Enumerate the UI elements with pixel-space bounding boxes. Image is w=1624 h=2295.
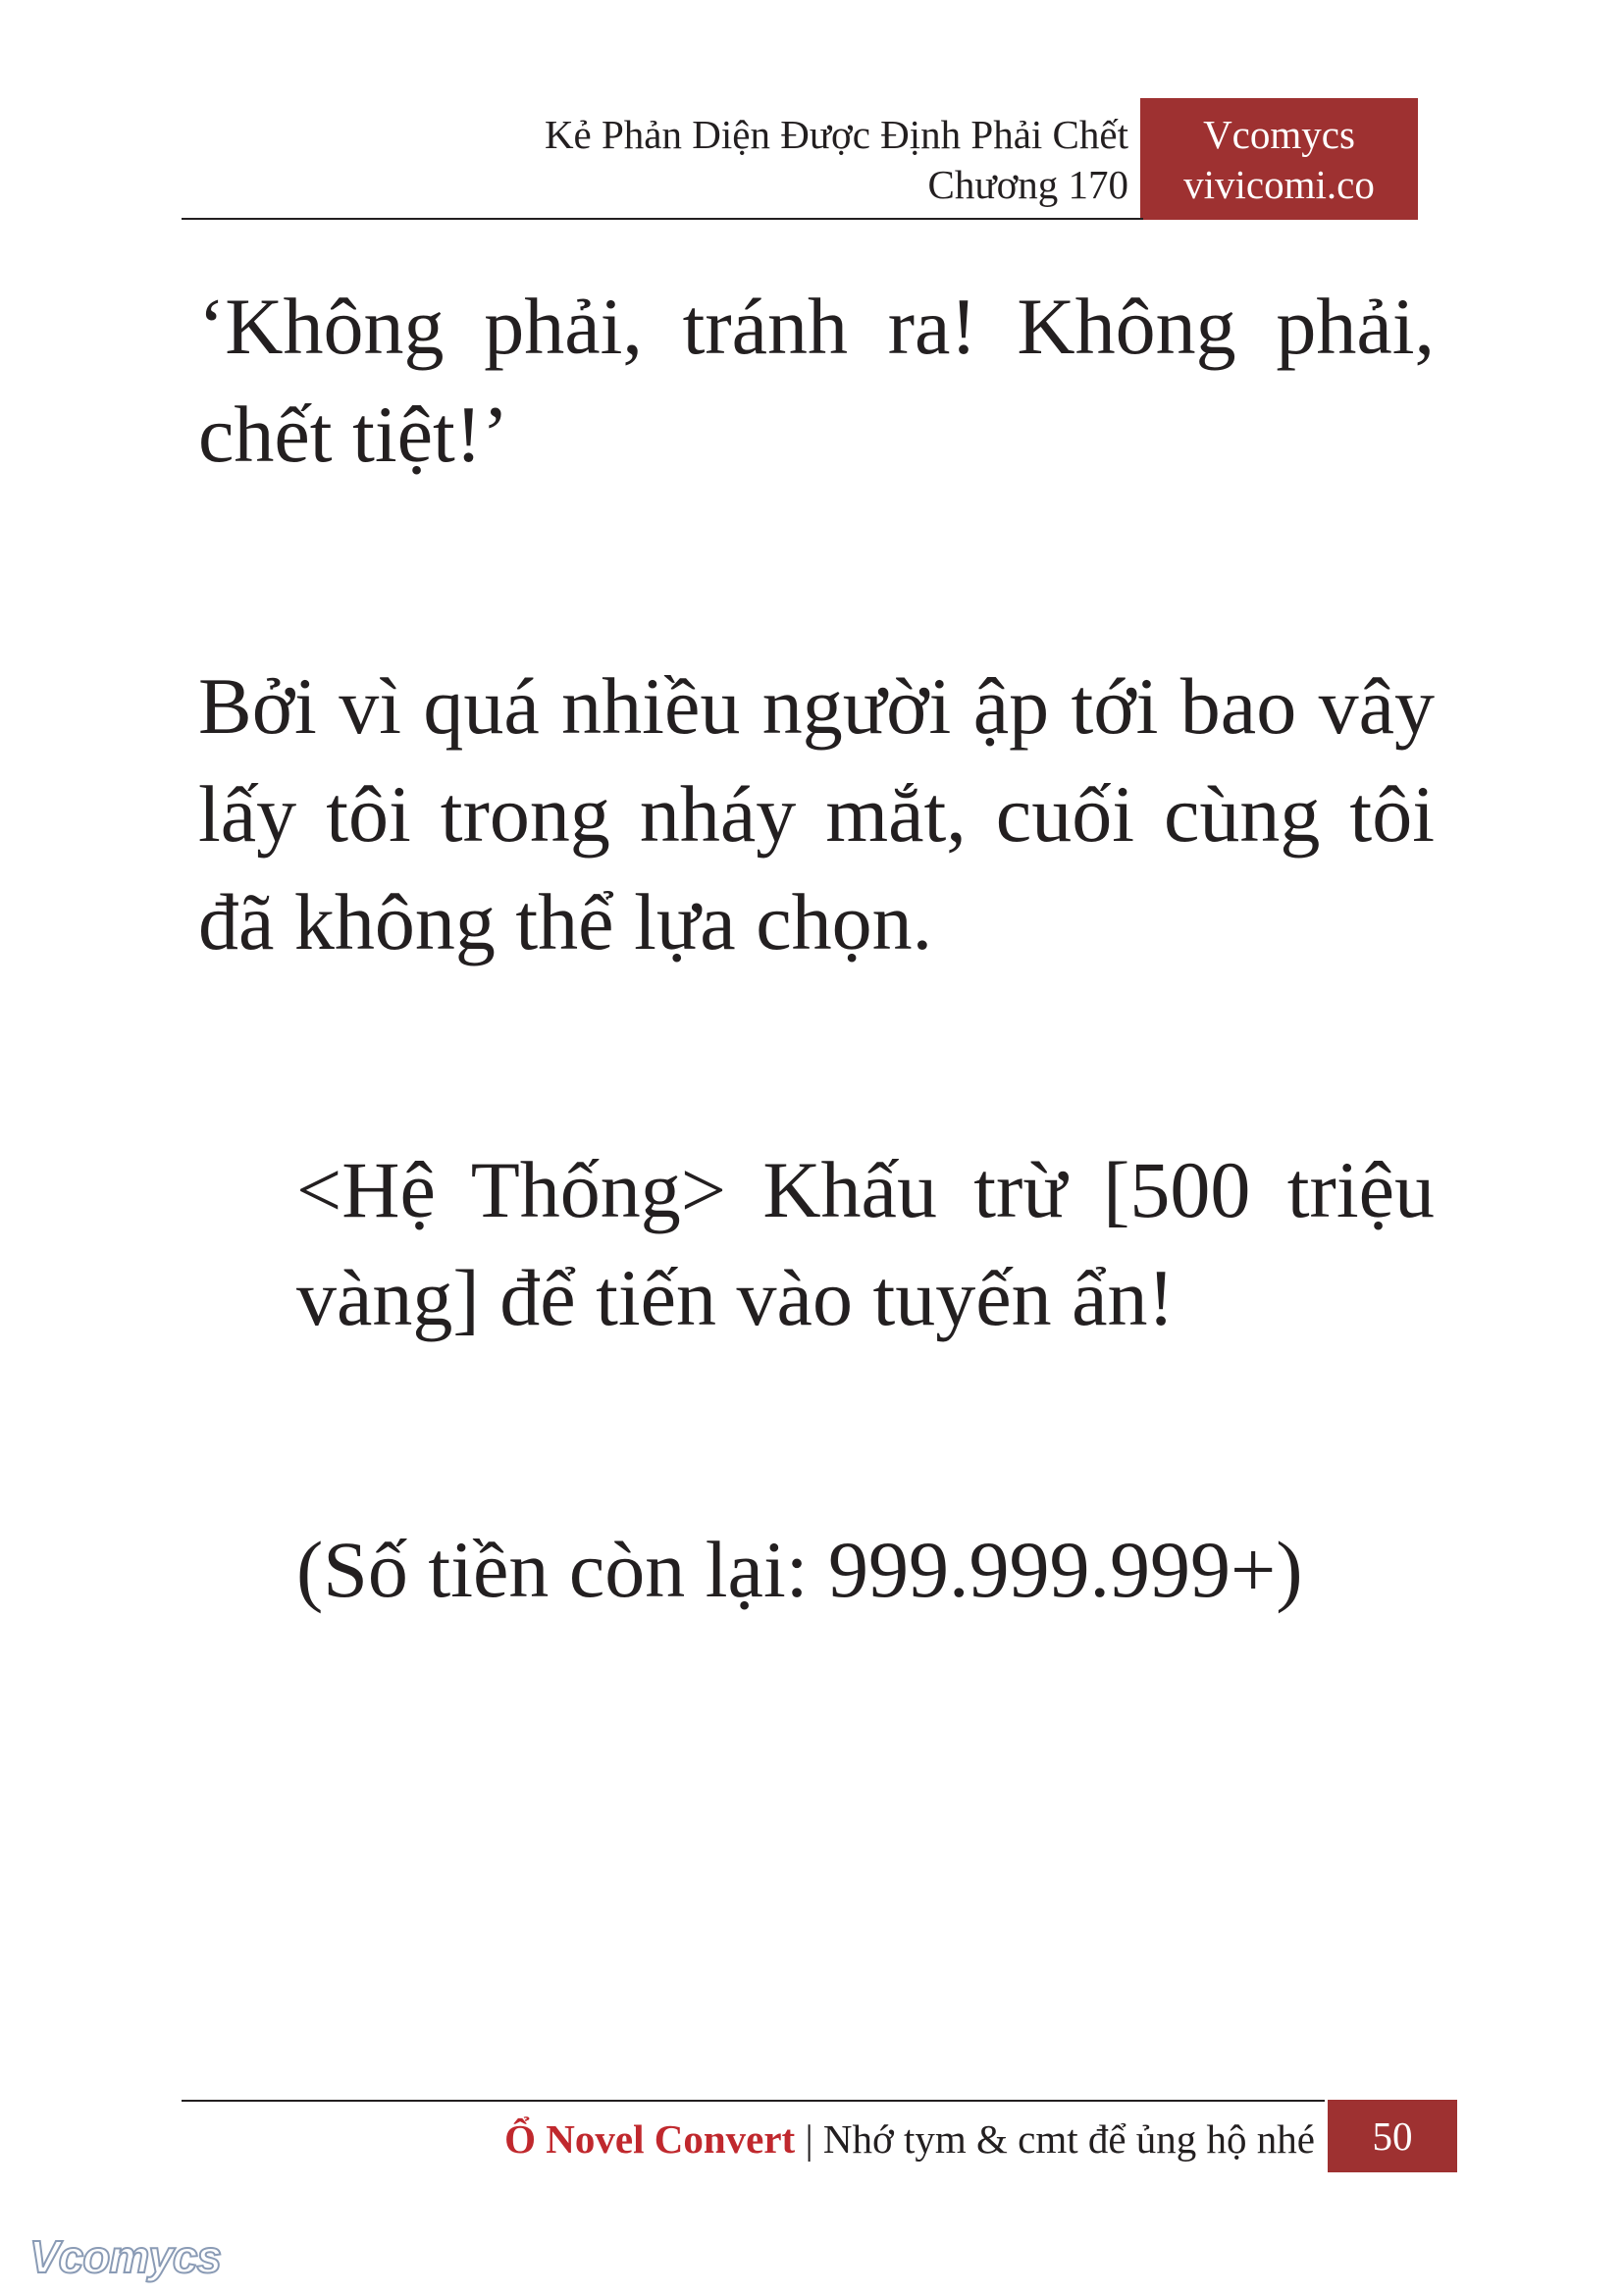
chapter-label: Chương 170 (927, 162, 1128, 207)
badge-brand: Vcomycs (1203, 112, 1355, 157)
header-divider (182, 218, 1143, 220)
badge-url: vivicomi.co (1183, 162, 1375, 207)
watermark-logo-text: Vcomycs (29, 2231, 222, 2282)
paragraph-2 (198, 652, 1435, 976)
vcomycs-watermark-logo (26, 2227, 251, 2286)
footer-separator: | (805, 2116, 813, 2162)
footer-text (504, 2113, 1315, 2165)
header-titles (545, 110, 1128, 210)
footer-brand: Ổ Novel Convert (504, 2116, 796, 2162)
paragraph-text: ‘Không phải, tránh ra! Không phải, chết tiệt!’ (198, 282, 1435, 479)
site-badge (1140, 98, 1418, 220)
paragraph-text: Bởi vì quá nhiều người ập tới bao vây lấy tôi trong nháy mắt, cuối cùng tôi đã không thể lựa chọn. (198, 661, 1435, 966)
page-number: 50 (1328, 2100, 1457, 2172)
paragraph-text: (Số tiền còn lại: 999.999.999+) (296, 1525, 1303, 1614)
footer-message: Nhớ tym & cmt để ủng hộ nhé (822, 2116, 1315, 2162)
paragraph-1 (198, 273, 1435, 489)
page-footer (182, 2100, 1457, 2172)
page-header (182, 98, 1418, 220)
paragraph-text: <Hệ Thống> Khấu trừ [500 triệu vàng] để tiến vào tuyến ẩn! (296, 1145, 1435, 1342)
watermark-logo-icon (26, 2227, 251, 2286)
balance-note (296, 1516, 1435, 1624)
system-message (296, 1136, 1435, 1352)
book-title: Kẻ Phản Diện Được Định Phải Chết (544, 112, 1128, 157)
footer-divider (182, 2100, 1325, 2102)
